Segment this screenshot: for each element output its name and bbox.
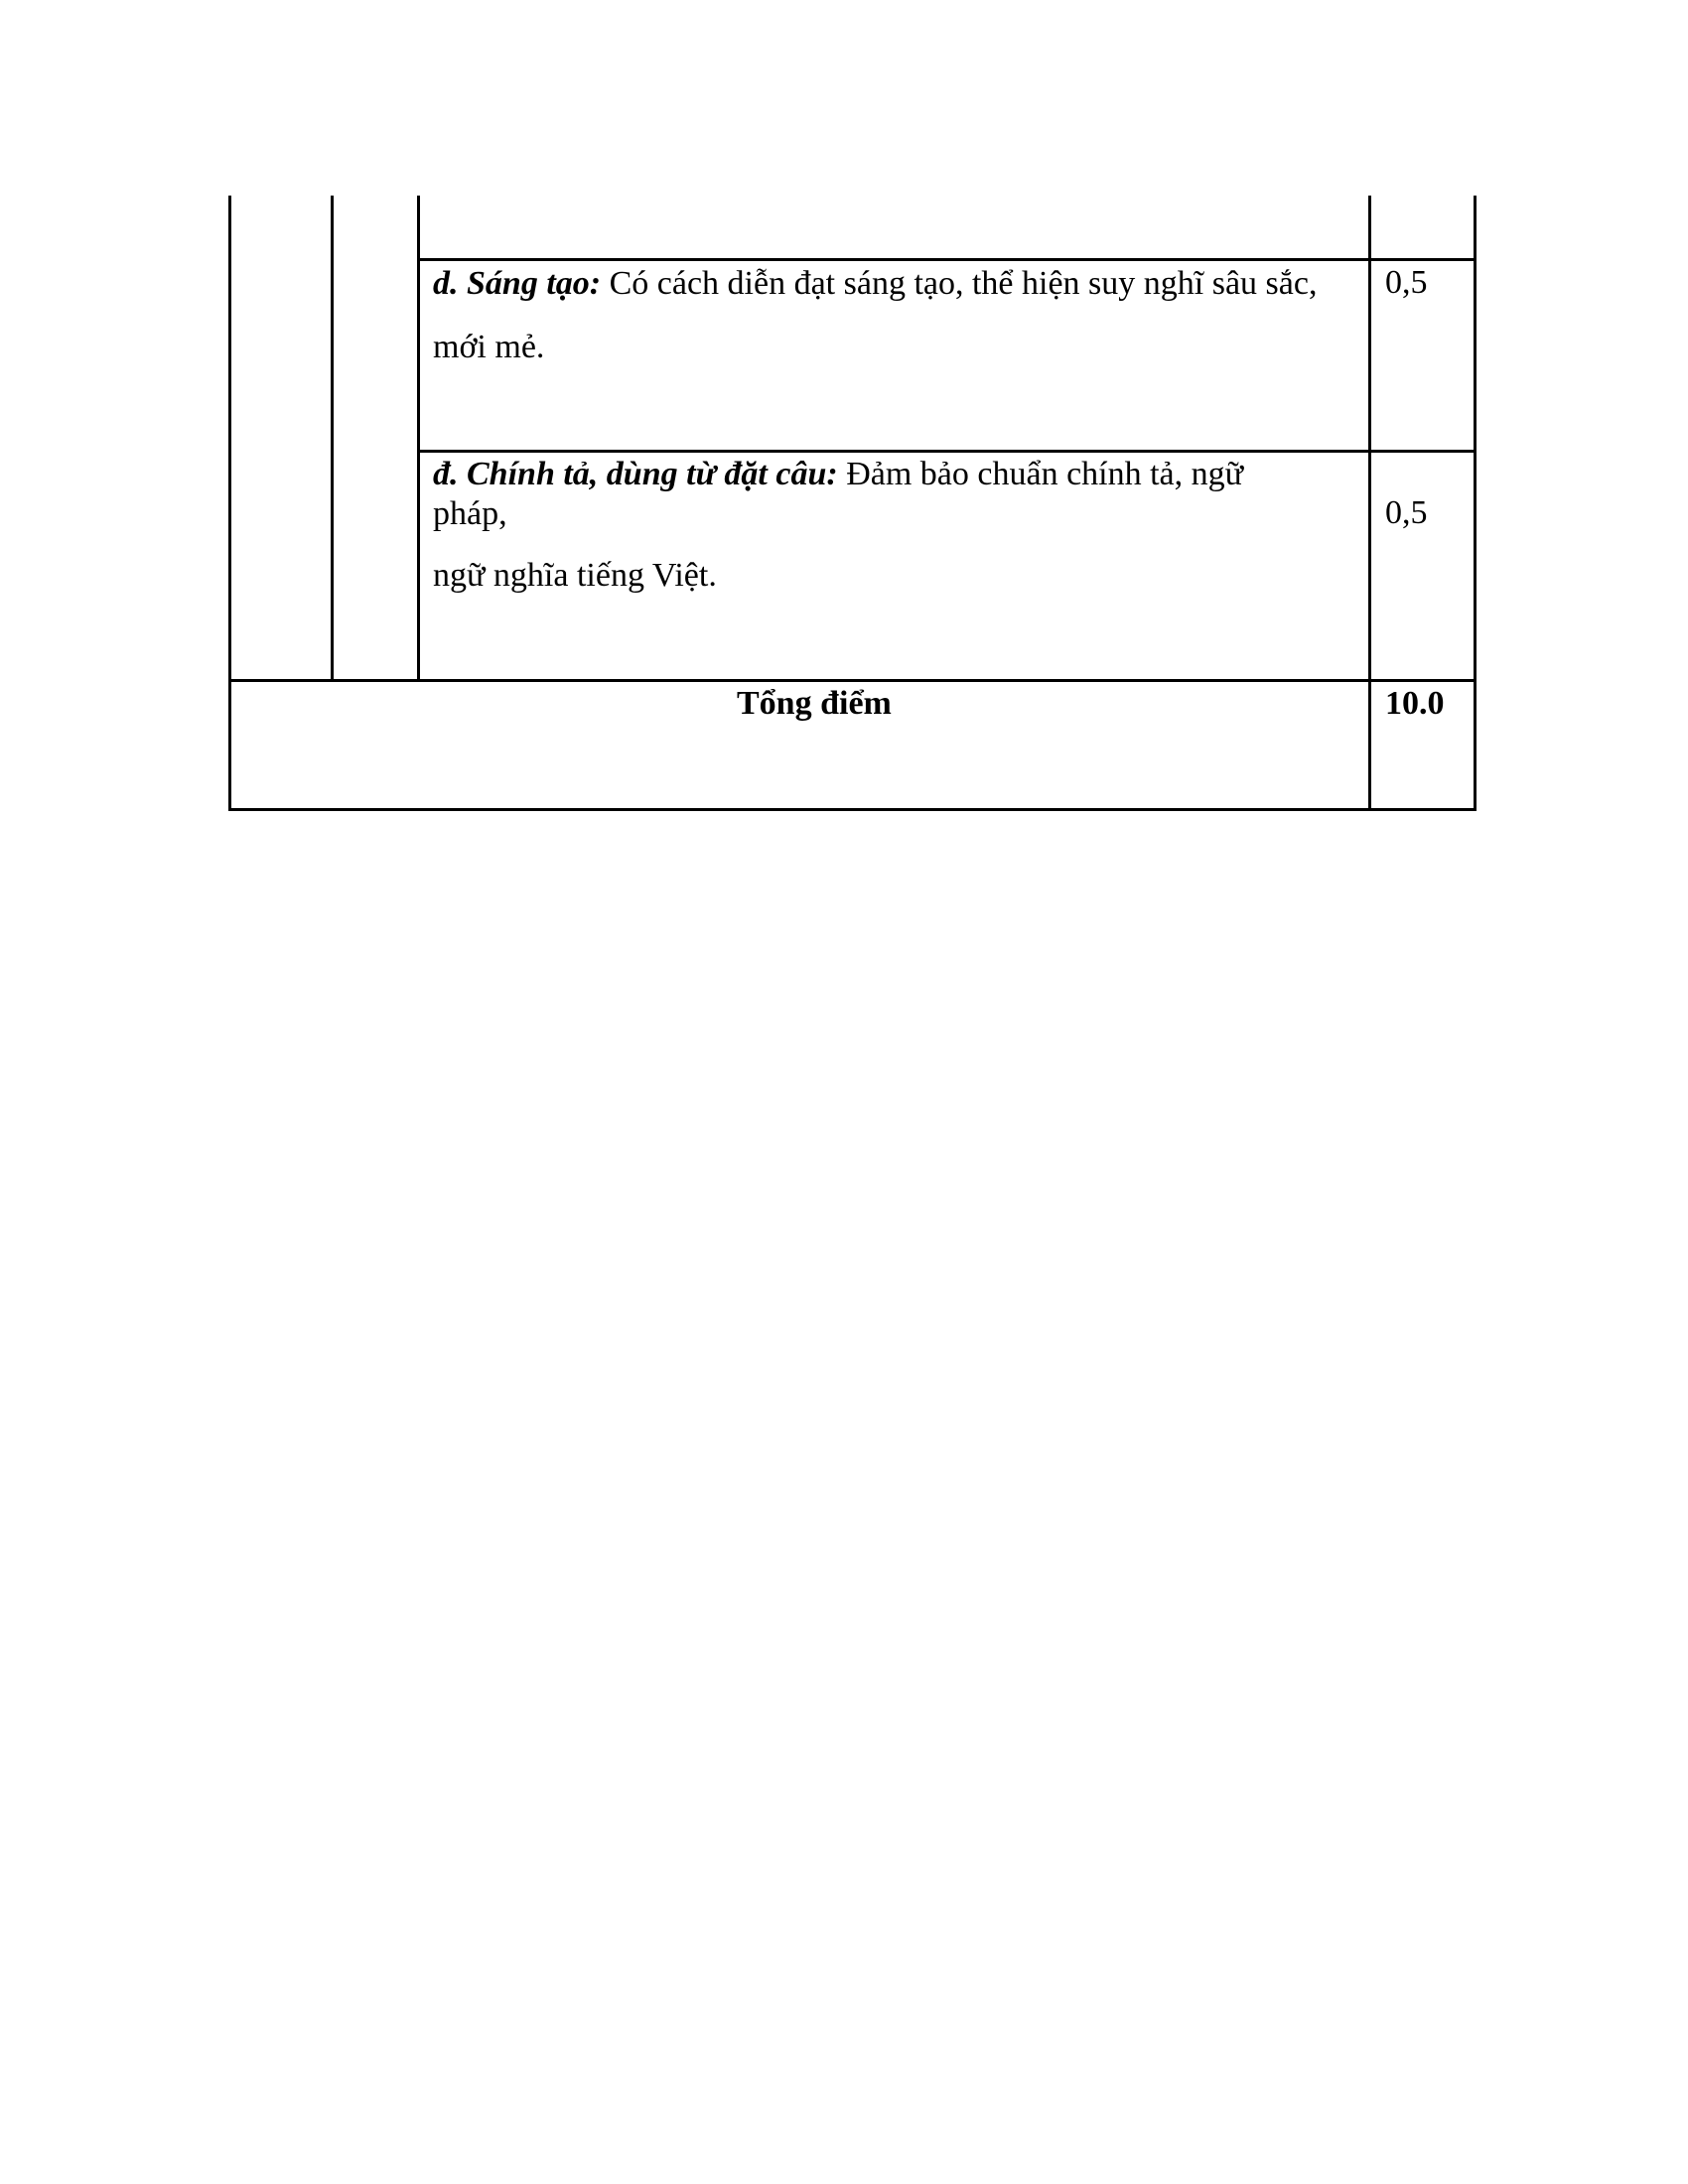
row-border-2 [417, 450, 1477, 453]
criterion-d-line1 [433, 264, 1317, 304]
total-label: Tổng điểm [737, 685, 892, 722]
row-border-1 [417, 258, 1477, 261]
criterion-d-score: 0,5 [1385, 264, 1428, 301]
col-border-4 [1368, 196, 1371, 811]
criterion-dd-label: đ. Chính tả, dùng từ đặt câu: [433, 456, 838, 492]
row-border-bottom [228, 808, 1477, 811]
criterion-d-line2: mới mẻ. [433, 329, 545, 365]
row-border-3 [228, 679, 1477, 682]
criterion-d-label: d. Sáng tạo: [433, 265, 602, 302]
criterion-d-text: Có cách diễn đạt sáng tạo, thể hiện suy nghĩ sâu sắc, [601, 265, 1318, 302]
col-border-left [228, 196, 231, 811]
col-border-2 [331, 196, 334, 680]
criterion-dd-text: Đảm bảo chuẩn chính tả, ngữ [837, 456, 1244, 492]
criterion-dd-line2: pháp, [433, 495, 507, 532]
criterion-dd-line1 [433, 455, 1243, 494]
total-score: 10.0 [1385, 685, 1445, 722]
criterion-dd-line3: ngữ nghĩa tiếng Việt. [433, 557, 717, 594]
col-border-3 [417, 196, 420, 680]
criterion-dd-score: 0,5 [1385, 494, 1428, 531]
col-border-right [1474, 196, 1477, 811]
